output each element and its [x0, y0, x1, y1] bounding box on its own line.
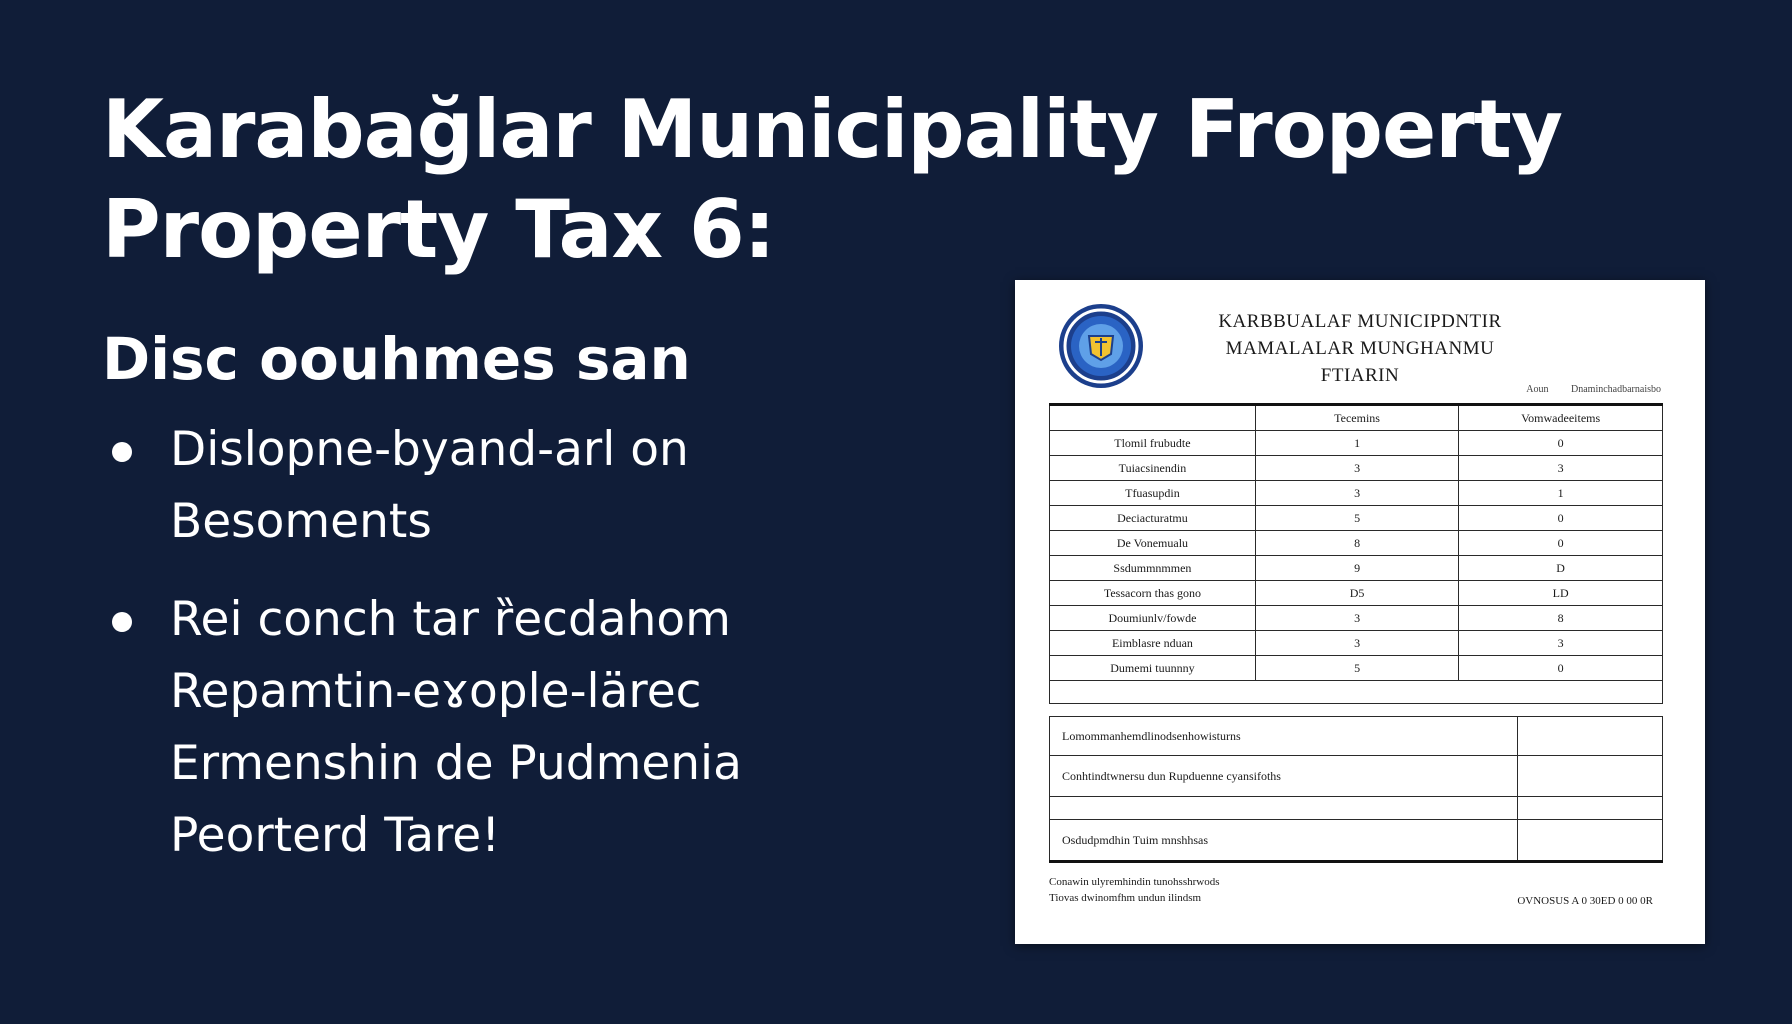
table-cell: 1	[1459, 481, 1663, 506]
table-cell: 5	[1255, 656, 1458, 681]
table-header-cell: Tecemins	[1255, 405, 1458, 431]
table-row	[1050, 606, 1663, 631]
footer-line: Tiovas dwinomfhm undun ilindsm	[1049, 892, 1202, 904]
table-cell: D	[1459, 556, 1663, 581]
document-header	[1165, 308, 1555, 389]
table-row	[1050, 481, 1663, 506]
table-cell: Tuiacsinendin	[1050, 456, 1256, 481]
table-cell: 0	[1459, 431, 1663, 456]
bullet-text-line: Besoments	[170, 494, 432, 549]
bullet-text-line: Dislopne-byand-arl on	[170, 422, 689, 477]
notes-row	[1050, 717, 1663, 756]
table-cell: 5	[1255, 506, 1458, 531]
document-reference	[1526, 384, 1661, 395]
bullet-text-line: Ermenshin de Pudmenia	[170, 736, 742, 791]
table-header-row	[1050, 405, 1663, 431]
table-cell: 9	[1255, 556, 1458, 581]
tax-table	[1049, 403, 1663, 704]
slide-subheading: Disc oouhmes san	[102, 325, 691, 393]
document-header-line: KARBBUALAF MUNICIPDNTIR	[1218, 311, 1502, 332]
table-cell: Tessacorn thas gono	[1050, 581, 1256, 606]
bullet-text-line: Repamtin-eɤople-lärec	[170, 664, 702, 719]
table-row	[1050, 506, 1663, 531]
table-cell: Tlomil frubudte	[1050, 431, 1256, 456]
notes-cell	[1050, 797, 1518, 820]
notes-row	[1050, 756, 1663, 797]
footer-line: Conawin ulyremhindin tunohsshrwods	[1049, 876, 1220, 888]
table-cell: Doumiunlv/fowde	[1050, 606, 1256, 631]
notes-cell: Lomommanhemdlinodsenhowisturns	[1050, 717, 1518, 756]
table-row	[1050, 581, 1663, 606]
table-header-cell: Vomwadeeitems	[1459, 405, 1663, 431]
table-cell: 8	[1255, 531, 1458, 556]
bullet-text-line: Peorterd Tare!	[170, 808, 501, 863]
table-cell: 3	[1255, 456, 1458, 481]
table-cell: 3	[1255, 631, 1458, 656]
bullet-dot-icon	[112, 442, 132, 462]
notes-cell: Osdudpmdhin Tuim mnshhsas	[1050, 820, 1518, 862]
table-row	[1050, 431, 1663, 456]
reference-text: Aoun	[1526, 384, 1549, 395]
table-cell: D5	[1255, 581, 1458, 606]
municipality-seal-icon	[1057, 302, 1145, 390]
table-row	[1050, 456, 1663, 481]
table-row	[1050, 631, 1663, 656]
notes-row	[1050, 797, 1663, 820]
notes-cell: Conhtindtwnersu dun Rupduenne cyansifoths	[1050, 756, 1518, 797]
table-row	[1050, 531, 1663, 556]
tax-document	[1015, 280, 1705, 944]
table-cell: 0	[1459, 531, 1663, 556]
bullet-dot-icon	[112, 612, 132, 632]
table-cell: 0	[1459, 656, 1663, 681]
table-cell	[1050, 681, 1663, 704]
table-cell: Tfuasupdin	[1050, 481, 1256, 506]
bullet-list	[104, 414, 742, 872]
reference-text: Dnaminchadbarnaisbo	[1571, 384, 1661, 395]
bullet-item	[104, 414, 742, 558]
table-cell: 0	[1459, 506, 1663, 531]
table-cell: 3	[1459, 631, 1663, 656]
table-cell: 3	[1255, 481, 1458, 506]
document-footer-left	[1049, 874, 1220, 906]
table-row	[1050, 556, 1663, 581]
table-cell: De Vonemualu	[1050, 531, 1256, 556]
slide-title-line-2: Property Tax 6:	[102, 183, 775, 276]
table-row	[1050, 656, 1663, 681]
bullet-item	[104, 584, 742, 872]
table-cell: 8	[1459, 606, 1663, 631]
document-footer-right: OVNOSUS A 0 30ED 0 00 0R	[1517, 895, 1653, 907]
notes-row	[1050, 820, 1663, 862]
slide-title	[102, 80, 1582, 280]
notes-table	[1049, 716, 1663, 863]
slide-title-line-1: Karabağlar Municipality Froperty	[102, 83, 1563, 176]
table-cell: 3	[1459, 456, 1663, 481]
table-cell: LD	[1459, 581, 1663, 606]
table-spacer-row	[1050, 681, 1663, 704]
bullet-text-line: Rei conch tar ȑecdahom	[170, 592, 731, 647]
table-cell: Dumemi tuunnny	[1050, 656, 1256, 681]
table-cell: 1	[1255, 431, 1458, 456]
table-cell: Deciacturatmu	[1050, 506, 1256, 531]
notes-value-cell	[1518, 797, 1663, 820]
table-cell: 3	[1255, 606, 1458, 631]
notes-value-cell	[1518, 717, 1663, 756]
document-header-line: MAMALALAR MUNGHANMU	[1225, 338, 1495, 359]
notes-value-cell	[1518, 756, 1663, 797]
notes-value-cell	[1518, 820, 1663, 862]
table-header-cell	[1050, 405, 1256, 431]
document-header-line: FTIARIN	[1320, 365, 1400, 386]
table-cell: Ssdummnmmen	[1050, 556, 1256, 581]
table-cell: Eimblasre nduan	[1050, 631, 1256, 656]
